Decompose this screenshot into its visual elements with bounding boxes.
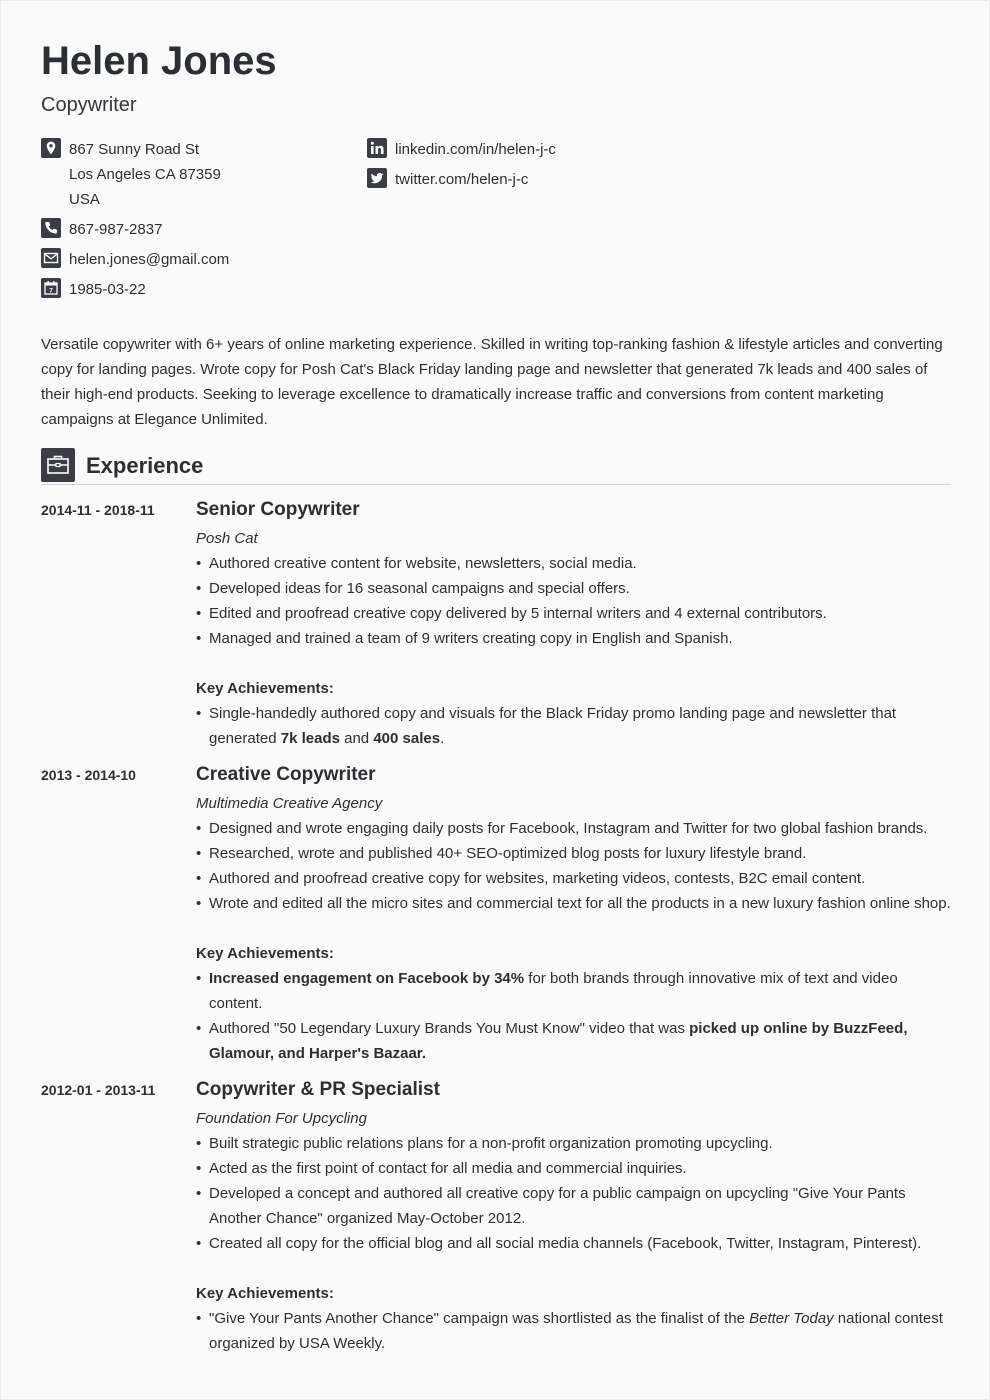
duty-item: • Wrote and edited all the micro sites and commercial text for all the products in a new luxury fashion online shop. — [196, 891, 953, 916]
duty-list — [196, 816, 953, 916]
twitter-row — [367, 167, 556, 192]
duty-item: • Developed a concept and authored all creative copy for a public campaign on upcycling "Give Your Pants Another Chance" organized May-October 2012. — [196, 1181, 953, 1231]
achievement-list — [196, 701, 953, 751]
key-achievements-label: Key Achievements: — [196, 1285, 334, 1302]
address-row — [41, 137, 229, 212]
company-name: Foundation For Upcycling — [196, 1110, 367, 1127]
duty-item: • Created all copy for the official blog and all social media channels (Facebook, Twitter, Instagram, Pinterest). — [196, 1231, 953, 1256]
svg-text:7: 7 — [49, 287, 53, 295]
address-line3: USA — [69, 191, 100, 208]
achievement-item: • Authored "50 Legendary Luxury Brands You Must Know" video that was picked up online by BuzzFeed, Glamour, and Harper's Bazaar. — [196, 1016, 953, 1066]
job-dates: 2014-11 - 2018-11 — [41, 502, 155, 518]
map-pin-icon — [41, 138, 61, 158]
twitter-link[interactable]: twitter.com/helen-j-c — [395, 171, 529, 188]
job-title: Senior Copywriter — [196, 499, 360, 520]
briefcase-icon — [41, 448, 75, 482]
phone-icon — [41, 218, 61, 238]
job-title: Copywriter & PR Specialist — [196, 1079, 440, 1100]
phone-row — [41, 217, 229, 242]
birthdate-value: 1985-03-22 — [69, 281, 146, 298]
duty-item: • Developed ideas for 16 seasonal campaigns and special offers. — [196, 576, 953, 601]
duty-list — [196, 1131, 953, 1256]
job-dates: 2012-01 - 2013-11 — [41, 1082, 156, 1098]
company-name: Multimedia Creative Agency — [196, 795, 383, 812]
achievement-list — [196, 966, 953, 1066]
linkedin-row — [367, 137, 556, 162]
company-name: Posh Cat — [196, 530, 258, 547]
twitter-icon — [367, 168, 387, 188]
social-links — [367, 137, 556, 192]
job-dates: 2013 - 2014-10 — [41, 767, 136, 783]
achievement-item: • Increased engagement on Facebook by 34% for both brands through innovative mix of text and video content. — [196, 966, 953, 1016]
candidate-name: Helen Jones — [41, 39, 277, 83]
duty-item: • Researched, wrote and published 40+ SEO-optimized blog posts for luxury lifestyle brand. — [196, 841, 953, 866]
duty-item: • Designed and wrote engaging daily posts for Facebook, Instagram and Twitter for two global fashion brands. — [196, 816, 953, 841]
duty-item: • Edited and proofread creative copy delivered by 5 internal writers and 4 external contributors. — [196, 601, 953, 626]
achievement-list — [196, 1306, 953, 1356]
key-achievements-label: Key Achievements: — [196, 945, 334, 962]
experience-heading: Experience — [86, 453, 204, 478]
achievement-item: • Single-handedly authored copy and visuals for the Black Friday promo landing page and newsletter that generated 7k leads and 400 sales. — [196, 701, 953, 751]
key-achievements-label: Key Achievements: — [196, 680, 334, 697]
duty-item: • Acted as the first point of contact for all media and commercial inquiries. — [196, 1156, 953, 1181]
address-line2: Los Angeles CA 87359 — [69, 166, 221, 183]
calendar-icon — [41, 278, 61, 298]
envelope-icon — [41, 248, 61, 268]
linkedin-icon — [367, 138, 387, 158]
candidate-title: Copywriter — [41, 94, 137, 116]
profile-summary: Versatile copywriter with 6+ years of online marketing experience. Skilled in writing top-ranking fashion & lifestyle articles and converting copy for landing pages. Wrote copy for Posh Cat's Black Friday landing page and newsletter that generated 7k leads and 400 sales of their high-end products. Seeking to leverage excellence to dramatically increase traffic and conversions from content marketing campaigns at Elegance Unlimited. — [41, 336, 943, 428]
duty-item: • Authored creative content for website, newsletters, social media. — [196, 551, 953, 576]
email-row — [41, 247, 229, 272]
experience-section-header — [41, 448, 951, 485]
email-link[interactable]: helen.jones@gmail.com — [69, 251, 230, 268]
linkedin-link[interactable]: linkedin.com/in/helen-j-c — [395, 141, 556, 158]
phone-value: 867-987-2837 — [69, 221, 163, 238]
birthdate-row — [41, 277, 229, 302]
duty-item: • Managed and trained a team of 9 writers creating copy in English and Spanish. — [196, 626, 953, 651]
contact-details — [41, 137, 229, 302]
achievement-item: • "Give Your Pants Another Chance" campaign was shortlisted as the finalist of the Better Today national contest organized by USA Weekly. — [196, 1306, 953, 1356]
duty-item: • Authored and proofread creative copy for websites, marketing videos, contests, B2C email content. — [196, 866, 953, 891]
duty-list — [196, 551, 953, 651]
address-line1: 867 Sunny Road St — [69, 141, 200, 158]
job-title: Creative Copywriter — [196, 764, 376, 785]
duty-item: • Built strategic public relations plans for a non-profit organization promoting upcycling. — [196, 1131, 953, 1156]
